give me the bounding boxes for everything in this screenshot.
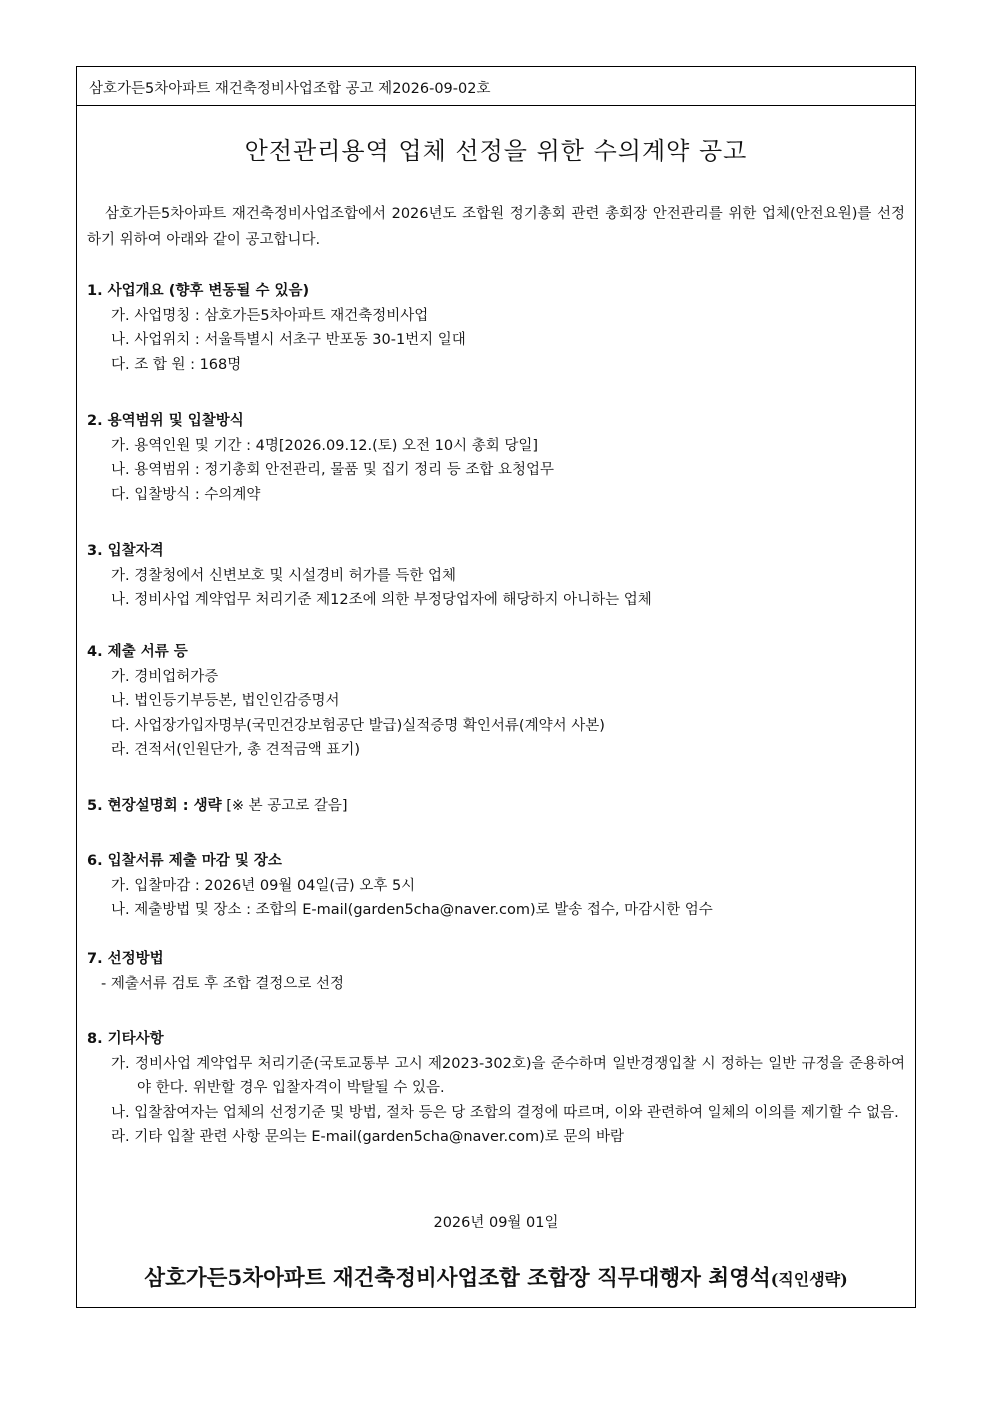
section-title: 4. 제출 서류 등 <box>87 644 188 660</box>
section-3 <box>87 539 905 613</box>
signer-line <box>77 1261 915 1292</box>
document-title: 안전관리용역 업체 선정을 위한 수의계약 공고 <box>244 137 748 165</box>
section-1 <box>87 279 905 377</box>
section-title: 6. 입찰서류 제출 마감 및 장소 <box>87 853 282 869</box>
notice-date: 2026년 09월 01일 <box>433 1215 559 1231</box>
list-item: 가. 정비사업 계약업무 처리기준(국토교통부 고시 제2023-302호)을 준수하며 일반경쟁입찰 시 정하는 일반 규정을 준용하여야 한다. 위반할 경우 입찰자격이 박탈될 수 있음. <box>111 1055 905 1096</box>
list-item: 다. 입찰방식 : 수의계약 <box>111 486 261 503</box>
list-item: - 제출서류 검토 후 조합 결정으로 선정 <box>101 975 344 992</box>
list-item: 가. 입찰마감 : 2026년 09월 04일(금) 오후 5시 <box>111 877 416 894</box>
list-item: 가. 경비업허가증 <box>111 668 219 685</box>
list-item: 나. 제출방법 및 장소 : 조합의 E-mail(garden5cha@naver.com)로 발송 접수, 마감시한 엄수 <box>111 902 713 918</box>
list-item: 다. 사업장가입자명부(국민건강보험공단 발급)실적증명 확인서류(계약서 사본) <box>111 717 605 734</box>
list-item: 라. 견적서(인원단가, 총 견적금액 표기) <box>111 742 361 758</box>
notice-frame <box>76 66 916 1308</box>
list-item: 나. 사업위치 : 서울특별시 서초구 반포동 30-1번지 일대 <box>111 332 466 348</box>
section-8 <box>87 1027 905 1150</box>
list-item: 나. 용역범위 : 정기총회 안전관리, 물품 및 집기 정리 등 조합 요청업무 <box>111 462 554 478</box>
list-item: 나. 입찰참여자는 업체의 선정기준 및 방법, 절차 등은 당 조합의 결정에 따르며, 이와 관련하여 일체의 이의를 제기할 수 없음. <box>111 1104 899 1121</box>
section-7 <box>87 947 905 996</box>
list-item: 나. 법인등기부등본, 법인인감증명서 <box>111 693 340 709</box>
section-title: 2. 용역범위 및 입찰방식 <box>87 413 244 429</box>
section-title: 3. 입찰자격 <box>87 543 164 559</box>
section-5 <box>87 794 905 819</box>
signer-name: 삼호가든5차아파트 재건축정비사업조합 조합장 직무대행자 최영석 <box>144 1266 771 1291</box>
section-4 <box>87 640 905 763</box>
section-note: [※ 본 공고로 갈음] <box>221 798 348 814</box>
section-title: 1. 사업개요 (향후 변동될 수 있음) <box>87 283 310 299</box>
list-item: 라. 기타 입찰 관련 사항 문의는 E-mail(garden5cha@naver.com)로 문의 바람 <box>111 1129 625 1145</box>
notice-number: 삼호가든5차아파트 재건축정비사업조합 공고 제2026-09-02호 <box>89 81 491 97</box>
list-item: 나. 정비사업 계약업무 처리기준 제12조에 의한 부정당업자에 해당하지 아니하는 업체 <box>111 592 652 608</box>
list-item: 다. 조 합 원 : 168명 <box>111 356 242 373</box>
list-item: 가. 경찰청에서 신변보호 및 시설경비 허가를 득한 업체 <box>111 567 457 584</box>
section-title: 8. 기타사항 <box>87 1031 164 1047</box>
seal-note: (직인생략) <box>770 1270 848 1289</box>
section-title: 7. 선정방법 <box>87 951 164 967</box>
section-2 <box>87 409 905 507</box>
section-6 <box>87 849 905 923</box>
intro-paragraph: 삼호가든5차아파트 재건축정비사업조합에서 2026년도 조합원 정기총회 관련 총회장 안전관리를 위한 업체(안전요원)를 선정하기 위하여 아래와 같이 공고합니다. <box>87 206 905 248</box>
list-item: 가. 사업명칭 : 삼호가든5차아파트 재건축정비사업 <box>111 307 429 324</box>
list-item: 가. 용역인원 및 기간 : 4명[2026.09.12.(토) 오전 10시 총회 당일] <box>111 437 539 454</box>
section-title: 5. 현장설명회 : 생략 <box>87 798 222 814</box>
header-divider <box>77 105 915 106</box>
